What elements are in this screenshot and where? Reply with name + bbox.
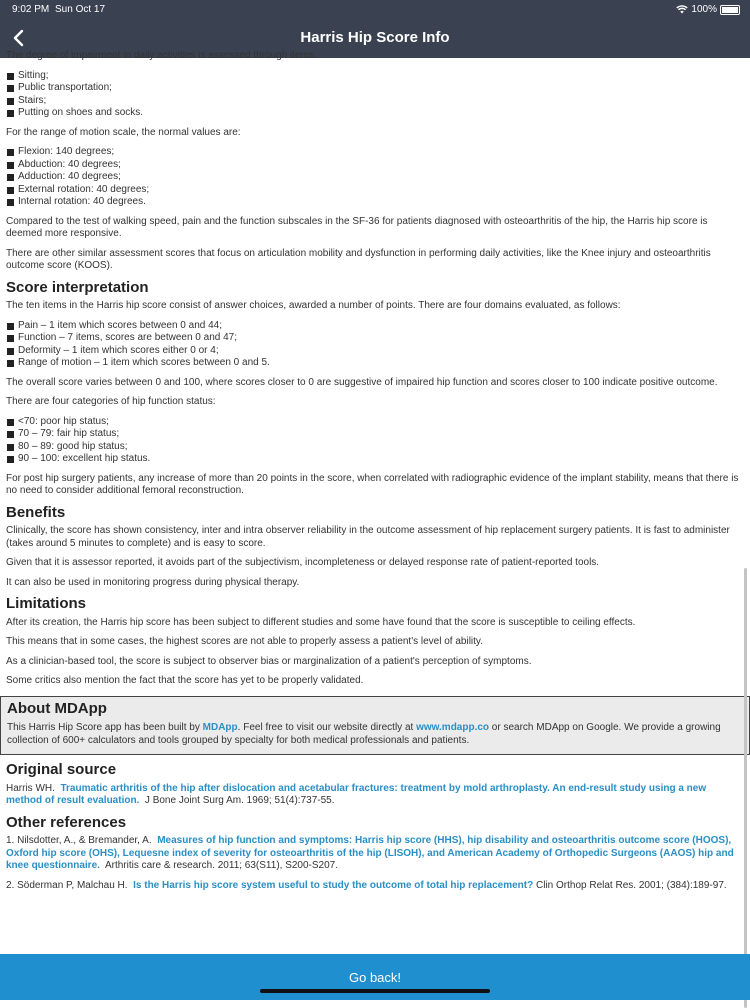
about-text-part: This Harris Hip Score app has been built by	[7, 722, 203, 733]
list-item: Public transportation;	[6, 82, 744, 95]
website-link[interactable]: www.mdapp.co	[416, 722, 490, 733]
list-item: Deformity – 1 item which scores either 0 or 4;	[6, 345, 744, 358]
section-heading-limitations: Limitations	[6, 595, 87, 612]
home-indicator[interactable]	[260, 989, 490, 993]
list-item: Range of motion – 1 item which scores between 0 and 5.	[6, 357, 744, 370]
list-item: 90 – 100: excellent hip status.	[6, 453, 744, 466]
go-back-button[interactable]: Go back!	[348, 970, 402, 985]
content-body	[6, 50, 744, 899]
section-heading-benefits: Benefits	[6, 503, 66, 521]
section-heading-original-source: Original source	[6, 761, 117, 778]
status-time: 9:02 PM	[12, 4, 50, 15]
status-date: Sun Oct 17	[55, 4, 106, 15]
paragraph: The ten items in the Harris hip score consist of answer choices, awarded a number of points. There are four domains evaluated, as follows:	[6, 300, 621, 311]
list-item: 80 – 89: good hip status;	[6, 441, 744, 454]
list-item: Stairs;	[6, 95, 744, 108]
list-item: External rotation: 40 degrees;	[6, 184, 744, 197]
activities-list	[6, 70, 744, 120]
wifi-icon	[676, 5, 688, 14]
paragraph: This means that in some cases, the highest scores are not able to properly assess a patient's level of ability.	[6, 636, 483, 647]
battery-icon	[720, 5, 740, 15]
categories-list	[6, 416, 744, 466]
list-item: 70 – 79: fair hip status;	[6, 428, 744, 441]
paragraph: Given that it is assessor reported, it avoids part of the subjectivism, incompleteness or delayed response rate of patient-reported tools.	[6, 557, 600, 568]
range-text: For the range of motion scale, the normal values are:	[6, 126, 241, 138]
paragraph: The overall score varies between 0 and 100, where scores closer to 0 are suggestive of impaired hip function and scores closer to 100 indicate positive outcome.	[6, 376, 718, 388]
reference-item	[6, 880, 744, 893]
intro-cutoff-text: The degree of impairment in daily activities is assessed through items:	[6, 50, 317, 61]
list-item: Adduction: 40 degrees;	[6, 171, 744, 184]
domains-list	[6, 320, 744, 370]
paragraph: Clinically, the score has shown consistency, inter and intra observer reliability in the outcome assessment of hip replacement surgery patients. It is fast to administer (takes around 5 minutes to complete) and is easy to score.	[6, 525, 730, 549]
list-item: Putting on shoes and socks.	[6, 107, 744, 120]
about-box	[0, 696, 750, 756]
reference-authors: 2. Söderman P, Malchau H.	[6, 879, 128, 891]
reference-citation: Clin Orthop Relat Res. 2001; (384):189-97.	[536, 879, 727, 891]
about-text-part: or search MDApp on Google. We provide a growing collection of 600+ calculators and tools grouped by specialty for both medical professionals and patients.	[7, 722, 721, 746]
scrollbar[interactable]	[744, 568, 747, 1008]
battery-percent: 100%	[691, 4, 717, 15]
list-item: <70: poor hip status;	[6, 416, 744, 429]
footer-bar	[0, 954, 750, 1000]
paragraph: For post hip surgery patients, any increase of more than 20 points in the score, when correlated with radiographic evidence of the implant stability, means that there is no need to consider additional femoral reconstruction.	[6, 472, 739, 496]
reference-link[interactable]: Measures of hip function and symptoms: Harris hip score (HHS), hip disability and osteoarthritis outcome score (HOOS), Oxford hip score (OHS), Lequesne index of severity for osteoarthritis of the hip (LISOH), and American Academy of Orthopedic Surgeons (AAOS) hip and knee questionnaire.	[6, 835, 734, 871]
about-text-part: . Feel free to visit our website directly at	[237, 722, 417, 733]
section-heading-other-references: Other references	[6, 813, 127, 831]
reference-citation: Arthritis care & research. 2011; 63(S11), S200-S207.	[104, 860, 339, 871]
list-item: Internal rotation: 40 degrees.	[6, 196, 744, 209]
status-bar	[0, 0, 750, 20]
reference-authors: 1. Nilsdotter, A., & Bremander, A.	[6, 835, 152, 846]
paragraph: As a clinician-based tool, the score is subject to observer bias or marginalization of a patient's perception of symptoms.	[6, 655, 532, 667]
section-heading-score-interpretation: Score interpretation	[6, 278, 149, 296]
reference-item	[6, 835, 744, 873]
reference-link[interactable]: Is the Harris hip score system useful to study the outcome of total hip replacement?	[133, 879, 534, 891]
range-list	[6, 146, 744, 209]
paragraph: Some critics also mention the fact that the score has yet to be properly validated.	[6, 675, 364, 686]
list-item: Pain – 1 item which scores between 0 and 44;	[6, 320, 744, 333]
paragraph: Compared to the test of walking speed, pain and the function subscales in the SF-36 for patients diagnosed with osteoarthritis of the hip, the Harris hip score is deemed more responsive.	[6, 215, 708, 239]
reference-link[interactable]: Traumatic arthritis of the hip after dislocation and acetabular fractures: treatment by mold arthroplasty. An end-result study using a new method of result evaluation.	[6, 782, 707, 806]
list-item: Abduction: 40 degrees;	[6, 159, 744, 172]
status-right	[676, 4, 740, 15]
section-heading-about: About MDApp	[7, 699, 107, 717]
page-title: Harris Hip Score Info	[300, 29, 450, 46]
reference-authors: Harris WH.	[6, 782, 55, 794]
reference-original	[6, 783, 744, 808]
mdapp-link[interactable]: MDApp	[202, 722, 238, 733]
paragraph: There are other similar assessment scores that focus on articulation mobility and dysfunction in performing daily activities, like the Knee injury and osteoarthritis outcome score (KOOS).	[6, 247, 711, 271]
list-item: Flexion: 140 degrees;	[6, 146, 744, 159]
paragraph: There are four categories of hip function status:	[6, 396, 216, 407]
list-item: Sitting;	[6, 70, 744, 83]
paragraph: After its creation, the Harris hip score has been subject to different studies and some have found that the score is susceptible to ceiling effects.	[6, 616, 636, 628]
list-item: Function – 7 items, scores are between 0 and 47;	[6, 332, 744, 345]
about-text	[7, 722, 743, 747]
reference-citation: J Bone Joint Surg Am. 1969; 51(4):737-55.	[144, 795, 335, 806]
paragraph: It can also be used in monitoring progress during physical therapy.	[6, 576, 300, 588]
scroll-content[interactable]	[0, 50, 750, 954]
